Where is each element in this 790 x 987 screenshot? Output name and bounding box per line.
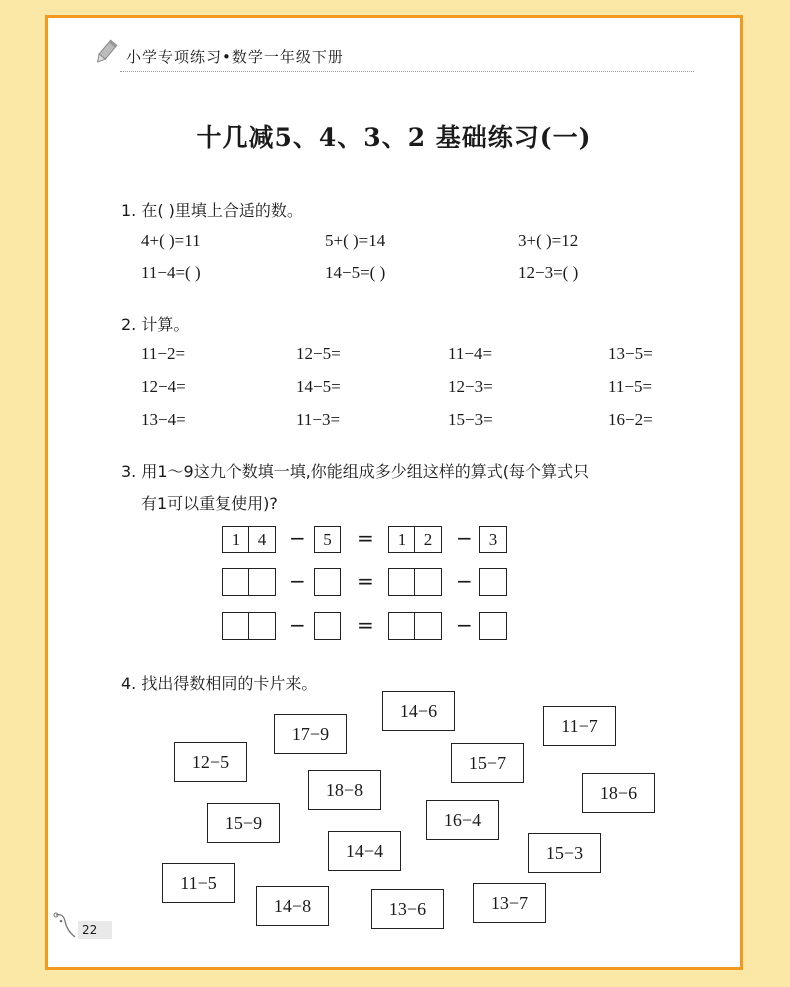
page-title: 十几减5、4、3、2 基础练习(一) [196, 123, 592, 152]
answer-card[interactable]: 17−9 [274, 714, 347, 754]
q2-item: 11−3= [296, 410, 341, 429]
q2-item: 12−3= [448, 377, 493, 396]
answer-card[interactable]: 18−6 [582, 773, 655, 813]
equation-blank-box[interactable] [388, 568, 416, 596]
equation-blank-box[interactable] [414, 568, 442, 596]
pencil-icon [92, 38, 120, 66]
question-4-label: 4. 找出得数相同的卡片来。 [121, 674, 318, 693]
equation-blank-box[interactable] [222, 568, 250, 596]
q2-item: 15−3= [448, 410, 493, 429]
q1-item: 12−3=( ) [518, 263, 579, 282]
q1-item: 5+( )=14 [325, 231, 386, 250]
answer-card[interactable]: 12−5 [174, 742, 247, 782]
answer-card[interactable]: 15−9 [207, 803, 280, 843]
answer-card[interactable]: 15−3 [528, 833, 601, 873]
q2-item: 12−4= [141, 377, 186, 396]
equation-blank-box[interactable] [414, 612, 442, 640]
answer-card[interactable]: 18−8 [308, 770, 381, 810]
minus-sign: − [456, 569, 473, 593]
equals-sign: = [357, 526, 374, 550]
q1-item: 14−5=( ) [325, 263, 386, 282]
minus-sign: − [456, 526, 473, 550]
minus-sign: − [456, 613, 473, 637]
q2-item: 11−5= [608, 377, 653, 396]
answer-card[interactable]: 11−7 [543, 706, 616, 746]
answer-card[interactable]: 14−6 [382, 691, 455, 731]
minus-sign: − [289, 569, 306, 593]
q2-item: 16−2= [608, 410, 653, 429]
equation-blank-box[interactable] [248, 612, 276, 640]
equation-box: 5 [314, 526, 341, 553]
equation-blank-box[interactable] [479, 568, 507, 596]
q2-item: 12−5= [296, 344, 341, 363]
question-2-label: 2. 计算。 [121, 315, 190, 334]
equation-blank-box[interactable] [388, 612, 416, 640]
q2-item: 13−4= [141, 410, 186, 429]
equation-box: 1 [222, 526, 250, 553]
header-divider [120, 71, 694, 72]
q2-item: 13−5= [608, 344, 653, 363]
page-number: 22 [78, 921, 112, 939]
answer-card[interactable]: 14−4 [328, 831, 401, 871]
answer-card[interactable]: 14−8 [256, 886, 329, 926]
question-3-label-line1: 3. 用1～9这九个数填一填,你能组成多少组这样的算式(每个算式只 [121, 462, 590, 481]
equation-box: 2 [414, 526, 442, 553]
answer-card[interactable]: 13−6 [371, 889, 444, 929]
answer-card[interactable]: 11−5 [162, 863, 235, 903]
q2-item: 11−2= [141, 344, 186, 363]
equals-sign: = [357, 613, 374, 637]
q1-item: 4+( )=11 [141, 231, 201, 250]
q1-item: 3+( )=12 [518, 231, 579, 250]
equation-blank-box[interactable] [222, 612, 250, 640]
equation-blank-box[interactable] [314, 612, 341, 640]
answer-card[interactable]: 16−4 [426, 800, 499, 840]
q2-item: 11−4= [448, 344, 493, 363]
equation-box: 4 [248, 526, 276, 553]
equation-box: 1 [388, 526, 416, 553]
q2-item: 14−5= [296, 377, 341, 396]
equation-blank-box[interactable] [248, 568, 276, 596]
minus-sign: − [289, 526, 306, 550]
header-title: 小学专项练习•数学一年级下册 [126, 48, 344, 66]
page-corner-decoration-icon [53, 909, 77, 939]
equation-box: 3 [479, 526, 507, 553]
q1-item: 11−4=( ) [141, 263, 201, 282]
equation-blank-box[interactable] [479, 612, 507, 640]
answer-card[interactable]: 13−7 [473, 883, 546, 923]
equation-blank-box[interactable] [314, 568, 341, 596]
equals-sign: = [357, 569, 374, 593]
question-3-label-line2: 有1可以重复使用)? [141, 494, 278, 513]
worksheet-page [45, 15, 743, 970]
answer-card[interactable]: 15−7 [451, 743, 524, 783]
question-1-label: 1. 在( )里填上合适的数。 [121, 201, 303, 220]
minus-sign: − [289, 613, 306, 637]
